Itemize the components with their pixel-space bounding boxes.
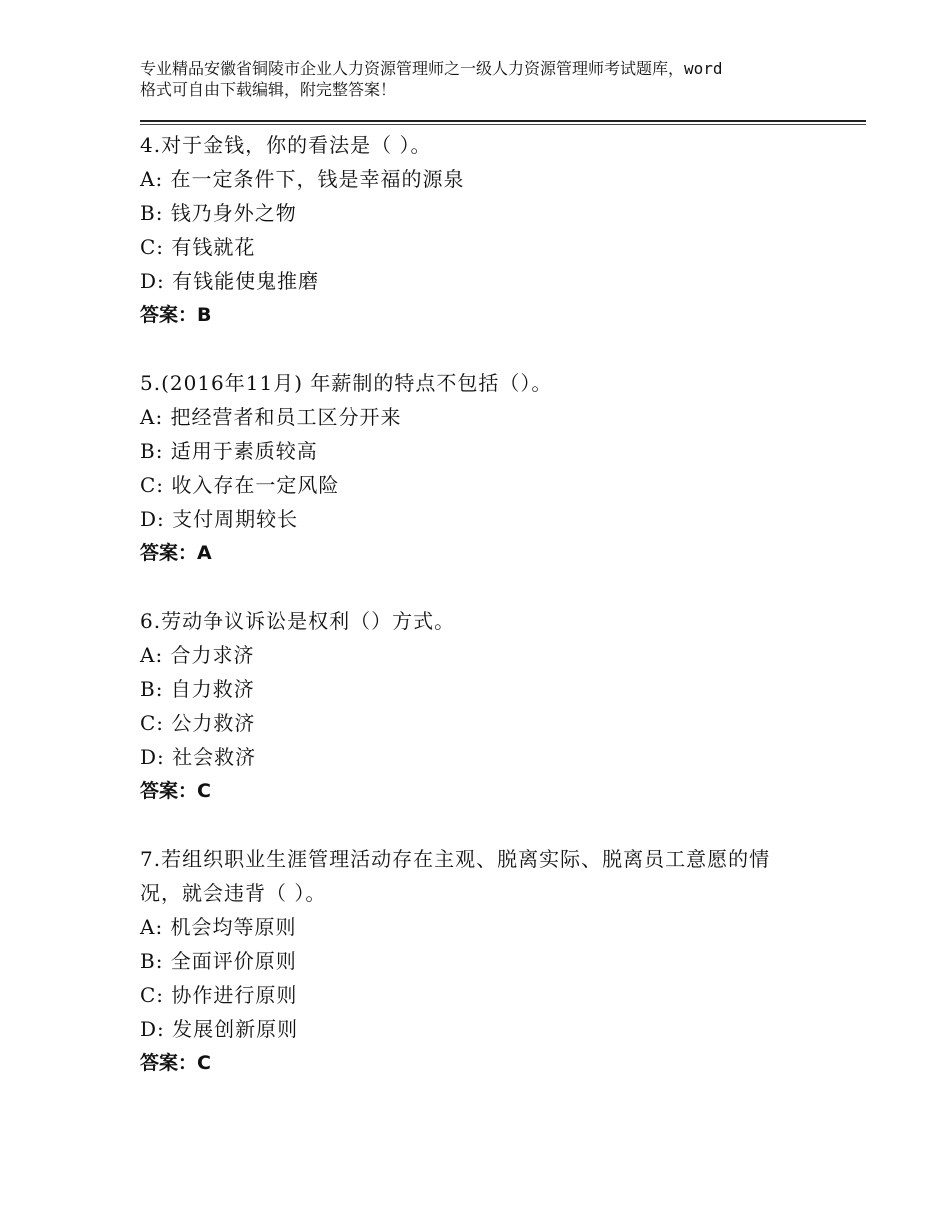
option-d: D: 支付周期较长	[140, 507, 299, 531]
option-b: B: 自力救济	[140, 677, 255, 701]
answer-label: 答案：A	[140, 542, 212, 564]
header-divider-thick	[140, 120, 866, 122]
option-c: C: 收入存在一定风险	[140, 473, 340, 497]
question-stem-continued: 况，就会违背（ ）。	[140, 881, 327, 905]
question-4	[140, 128, 840, 332]
header-divider-thin	[140, 124, 866, 125]
question-list	[140, 128, 840, 1114]
answer-label: 答案：B	[140, 304, 212, 326]
option-b: B: 钱乃身外之物	[140, 201, 297, 225]
header-line-1: 专业精品安徽省铜陵市企业人力资源管理师之一级人力资源管理师考试题库，word	[140, 59, 723, 78]
question-6	[140, 604, 840, 808]
question-stem: 4.对于金钱，你的看法是（ ）。	[140, 133, 432, 157]
header-line-2: 格式可自由下载编辑，附完整答案！	[140, 80, 397, 99]
option-b: B: 全面评价原则	[140, 949, 297, 973]
question-stem: 5.(2016年11月) 年薪制的特点不包括（）。	[140, 371, 553, 395]
option-a: A: 机会均等原则	[140, 915, 297, 939]
option-c: C: 有钱就花	[140, 235, 256, 259]
option-d: D: 发展创新原则	[140, 1017, 299, 1041]
document-header	[140, 58, 840, 100]
option-d: D: 有钱能使鬼推磨	[140, 269, 320, 293]
question-5	[140, 366, 840, 570]
option-d: D: 社会救济	[140, 745, 257, 769]
answer-label: 答案：C	[140, 1052, 211, 1074]
answer-label: 答案：C	[140, 780, 211, 802]
option-c: C: 协作进行原则	[140, 983, 298, 1007]
option-b: B: 适用于素质较高	[140, 439, 318, 463]
option-c: C: 公力救济	[140, 711, 256, 735]
option-a: A: 在一定条件下，钱是幸福的源泉	[140, 167, 465, 191]
option-a: A: 把经营者和员工区分开来	[140, 405, 402, 429]
question-stem: 6.劳动争议诉讼是权利（）方式。	[140, 609, 456, 633]
option-a: A: 合力求济	[140, 643, 255, 667]
question-7	[140, 842, 840, 1080]
question-stem: 7.若组织职业生涯管理活动存在主观、脱离实际、脱离员工意愿的情	[140, 847, 771, 871]
